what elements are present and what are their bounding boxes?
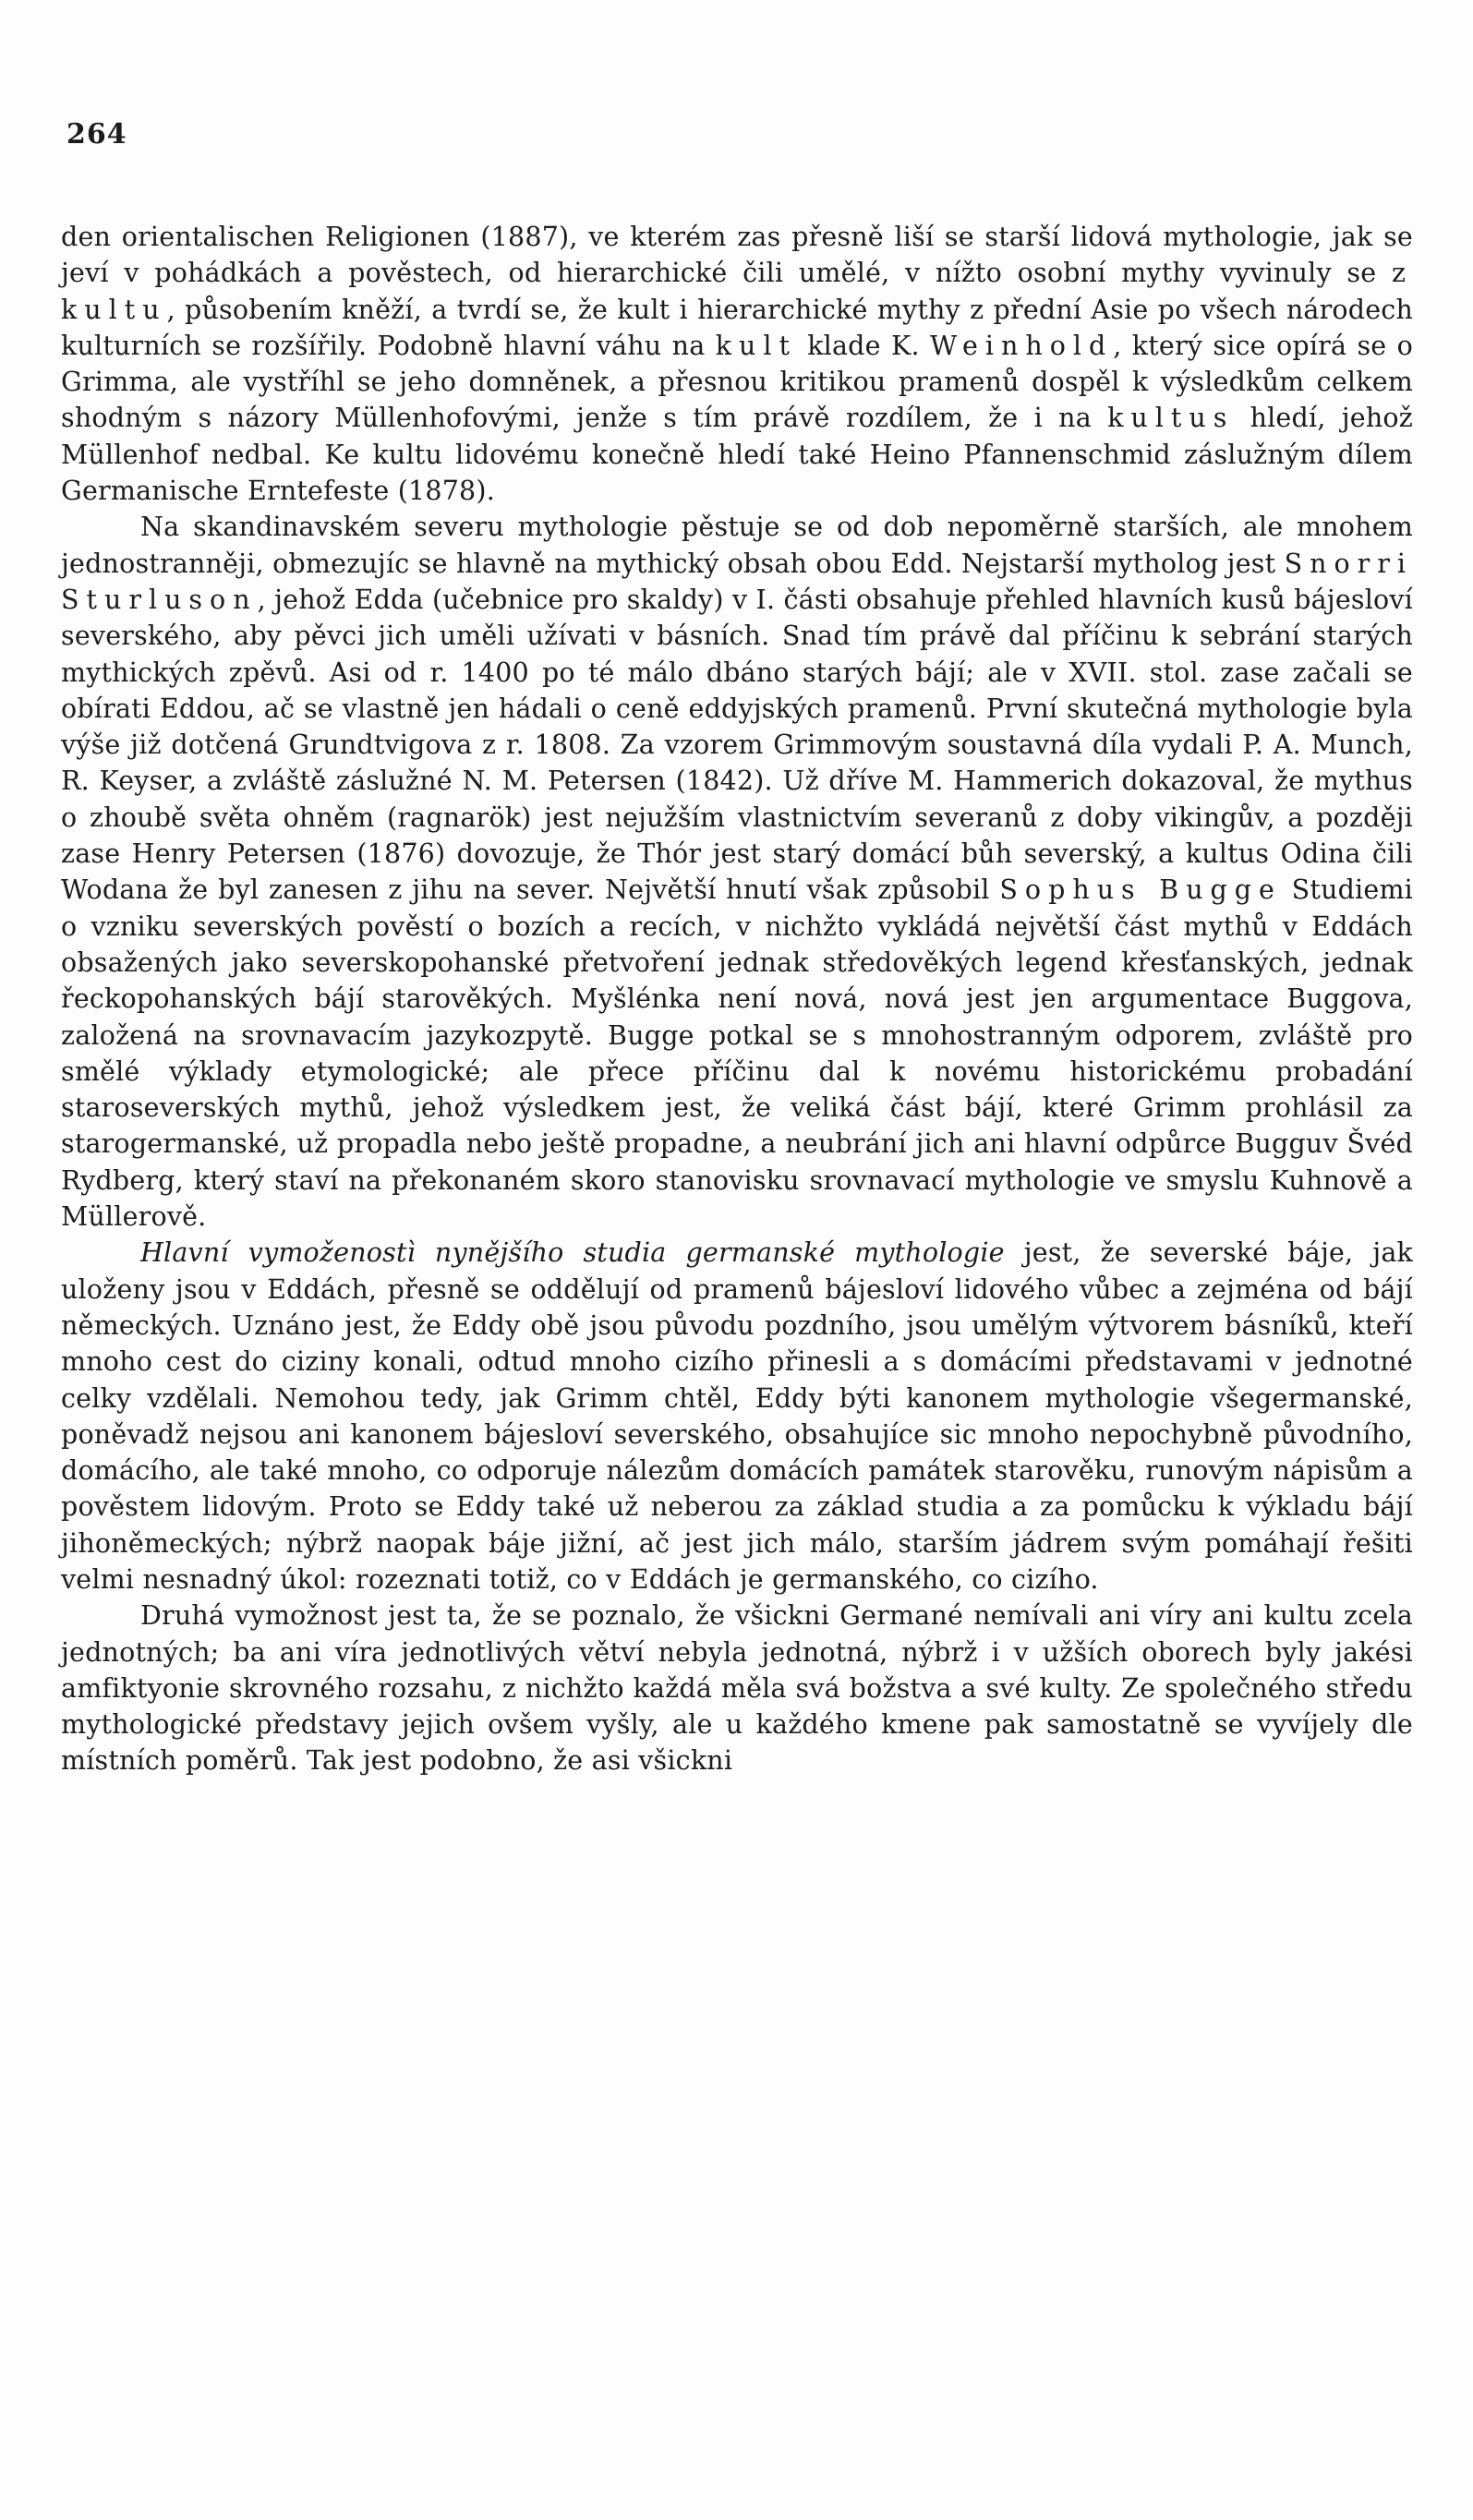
paragraph-text: Na skandinavském severu mythologie pěstuje se od dob nepoměrně starších, ale mnohem jednostranněji, obmezujíc se hlavně na mythický obsah obou Edd. Nejstarší mytholog jest bbox=[61, 512, 1413, 579]
paragraph-text: klade K. bbox=[796, 330, 931, 361]
emphasized-name: Sophus Bugge bbox=[999, 874, 1282, 906]
paragraph bbox=[61, 509, 1413, 1235]
emphasized-name: kultus bbox=[1107, 403, 1235, 434]
emphasized-name: Weinhold bbox=[930, 330, 1114, 361]
paragraph bbox=[61, 219, 1413, 509]
paragraph-text: , jehož Edda (učebnice pro skaldy) v I. části obsahuje přehled hlavních kusů bájesloví severského, aby pěvci jich uměli užívati v básních. Snad tím právě dal příčinu k sebrání starých mythických zpěvů. Asi od r. 1400 po té málo dbáno starých bájí; ale v XVII. stol. zase začali se obírati Eddou, ač se vlastně jen hádali o ceně eddyjských pramenů. První skutečná mythologie byla výše již dotčená Grundtvigova z r. 1808. Za vzorem Grimmovým soustavná díla vydali P. A. Munch, R. Keyser, a zvláště záslužné N. M. Petersen (1842). Už dříve M. Hammerich dokazoval, že mythus o zhoubě světa ohněm (ragnarök) jest nejužším vlastnictvím severanů z doby vikingův, a později zase Henry Petersen (1876) dovozuje, že Thór jest starý domácí bůh severský, a kultus Odina čili Wodana že byl zanesen z jihu na sever. Největší hnutí však způsobil bbox=[61, 584, 1413, 906]
italic-phrase: Hlavní vymoženostì nynějšího studia germanské mythologie bbox=[140, 1237, 1005, 1269]
emphasized-name: Snorri Sturluson bbox=[61, 548, 1413, 615]
paragraph-text: Studiemi o vzniku severských pověstí o bozích a recích, v nichžto vykládá největší část mythů v Eddách obsažených jako severskopohanské přetvoření jednak středověkých legend křesťanských, jednak řeckopohanských bájí starověkých. Myšlénka není nová, nová jest jen argumentace Buggova, založená na srovnavacím jazykozpytě. Bugge potkal se s mnohostranným odporem, zvláště pro smělé výklady etymologické; ale přece příčinu dal k novému historickému probadání staroseverských mythů, jehož výsledkem jest, že veliká část bájí, které Grimm prohlásil za starogermanské, už propadla nebo ještě propadne, a neubrání jich ani hlavní odpůrce Bugguv Švéd Rydberg, který staví na překonaném skoro stanovisku srovnavací mythologie ve smyslu Kuhnově a Müllerově. bbox=[61, 874, 1413, 1233]
paragraph-text: den orientalischen Religionen (1887), ve kterém zas přesně liší se starší lidová mythologie, jak se jeví v pohádkách a pověstech, od hierarchické čili umělé, v nížto osobní mythy vyvinuly se bbox=[61, 222, 1413, 289]
emphasized-name: kult bbox=[715, 330, 797, 361]
paragraph-text: jest, že severské báje, jak uloženy jsou v Eddách, přesně se oddělují od pramenů bájesloví lidového vůbec a zejména od bájí německých. Uznáno jest, že Eddy obě jsou původu pozdního, jsou umělým výtvorem básníků, kteří mnoho cest do ciziny konali, odtud mnoho cizího přinesli a s domácími představami v jednotné celky vzdělali. Nemohou tedy, jak Grimm chtěl, Eddy býti kanonem mythologie všegermanské, poněvadž nejsou ani kanonem bájesloví severského, obsahujíce sic mnoho nepochybně původního, domácího, ale také mnoho, co odporuje nálezům domácích památek starověku, runovým nápisům a pověstem lidovým. Proto se Eddy také už neberou za základ studia a za pomůcku k výkladu bájí jihoněmeckých; nýbrž naopak báje jižní, ač jest jich málo, starším jádrem svým pomáhají řešiti velmi nesnadný úkol: rozeznati totiž, co v Eddách je germanského, co cizího. bbox=[61, 1237, 1414, 1595]
page-number: 264 bbox=[66, 118, 127, 151]
body-text bbox=[61, 219, 1413, 1779]
paragraph-text: , který sice opírá se o Grimma, ale vystříhl se jeho domněnek, a přesnou kritikou pramenů dospěl k výsledkům celkem shodným s názory Müllenhofovými, jenže s tím právě rozdílem, že i na bbox=[61, 330, 1414, 434]
paragraph-text: , působením kněží, a tvrdí se, že kult i hierarchické mythy z přední Asie po všech národech kulturních se rozšířily. Podobně hlavní váhu na bbox=[61, 294, 1413, 361]
emphasized-name: z kultu bbox=[61, 258, 1413, 325]
paragraph bbox=[61, 1598, 1413, 1778]
paragraph-text: Druhá vymožnost jest ta, že se poznalo, že všickni Germané nemívali ani víry ani kultu zcela jednotných; ba ani víra jednotlivých větví nebyla jednotná, nýbrž i v užších oborech byly jakési amfiktyonie skrovného rozsahu, z nichžto každá měla svá božstva a své kulty. Ze společného středu mythologické představy jejich ovšem vyšly, ale u každého kmene pak samostatně se vyvíjely dle místních poměrů. Tak jest podobno, že asi všickni bbox=[61, 1600, 1413, 1777]
paragraph-text: hledí, jehož Müllenhof nedbal. Ke kultu lidovému konečně hledí také Heino Pfannenschmid záslužným dílem Germanische Erntefeste (1878). bbox=[61, 403, 1413, 507]
paragraph bbox=[61, 1235, 1413, 1598]
